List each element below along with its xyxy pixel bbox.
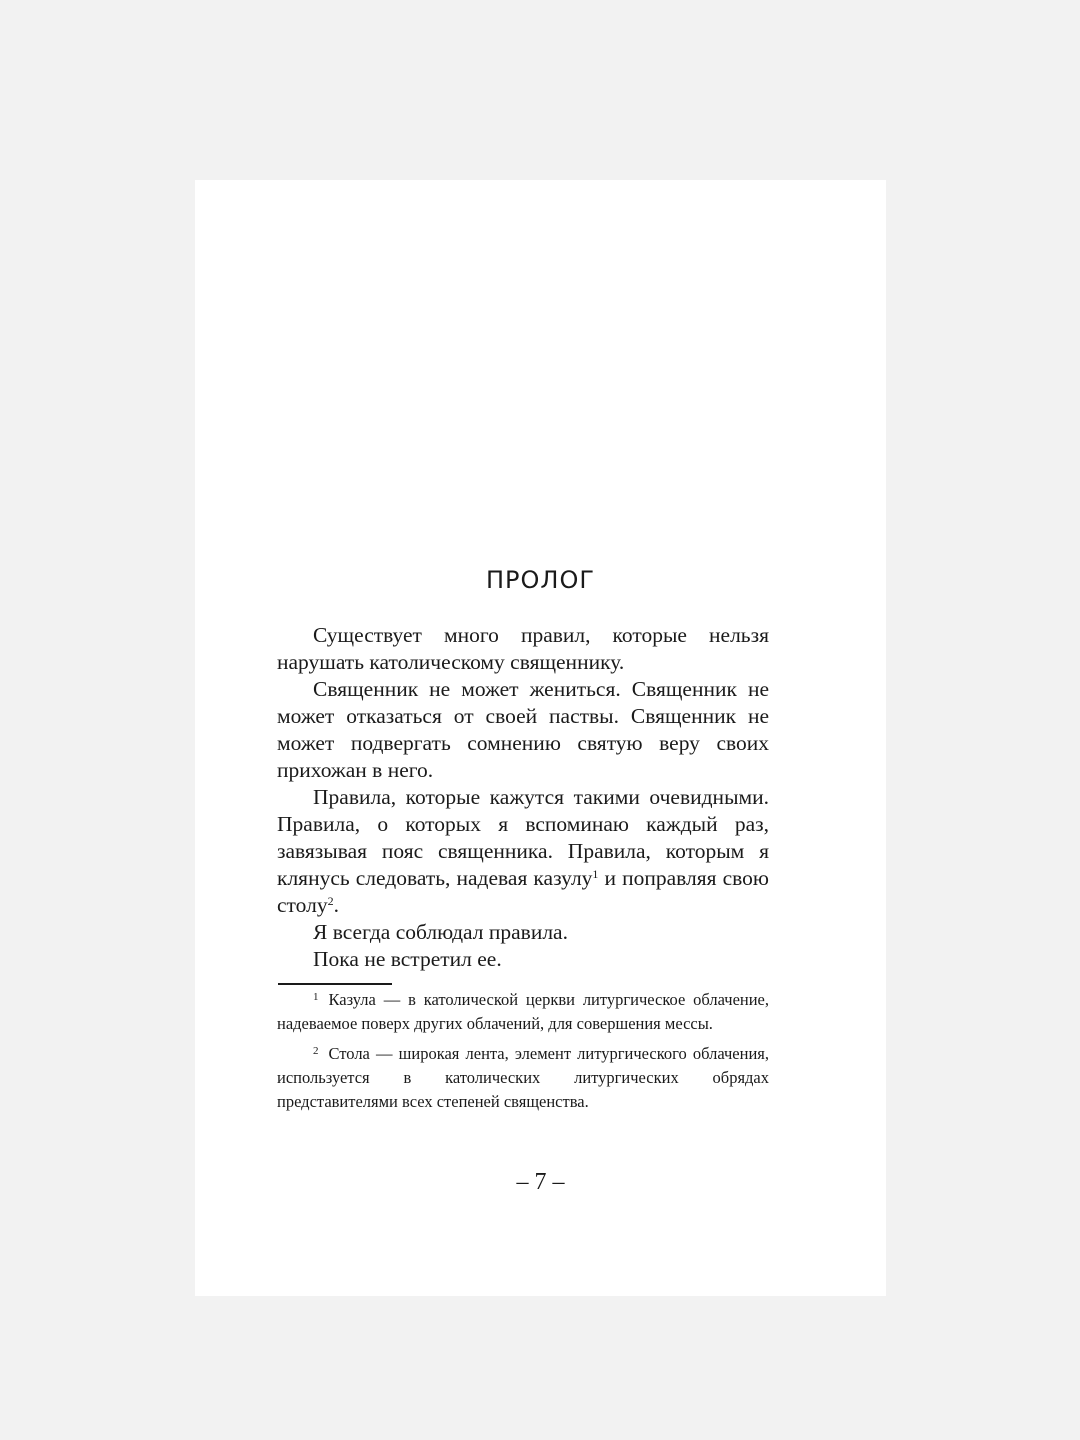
footnote-text: Казула — в католической церкви литургическое облачение, надеваемое поверх других облачений, для совершения мессы. bbox=[277, 990, 769, 1033]
footnotes bbox=[277, 988, 769, 1120]
footnote-divider bbox=[278, 983, 392, 985]
footnote-ref: 1 bbox=[592, 867, 599, 881]
paragraph-text: Правила, которые кажутся такими очевидными. Правила, о которых я вспоминаю каждый раз, завязывая пояс священника. Правила, которым я клянусь следовать, надевая казулу bbox=[277, 785, 769, 890]
footnote-number: 2 bbox=[313, 1045, 319, 1057]
footnote-ref: 2 bbox=[327, 894, 334, 908]
footnote bbox=[277, 1042, 769, 1114]
paragraph: Пока не встретил ее. bbox=[313, 947, 502, 971]
paragraph: Священник не может жениться. Священник не может отказаться от своей паствы. Священник не может подвергать сомнению святую веру своих прихожан в него. bbox=[277, 677, 769, 782]
paragraph: Существует много правил, которые нельзя нарушать католическому священнику. bbox=[277, 623, 769, 674]
footnote-number: 1 bbox=[313, 991, 319, 1003]
paragraph-text: . bbox=[333, 893, 339, 917]
footnote-text: Стола — широкая лента, элемент литургического облачения, используется в католических литургических обрядах представителями всех степеней священства. bbox=[277, 1044, 769, 1111]
page-number: – 7 – bbox=[516, 1169, 565, 1195]
body-text bbox=[277, 622, 769, 973]
paragraph: Я всегда соблюдал правила. bbox=[313, 920, 568, 944]
paragraph-text: и поправляя свою столу bbox=[277, 866, 769, 917]
book-page bbox=[195, 180, 886, 1296]
footnote bbox=[277, 988, 769, 1036]
chapter-title: ПРОЛОГ bbox=[486, 566, 595, 594]
paragraph bbox=[277, 784, 769, 919]
